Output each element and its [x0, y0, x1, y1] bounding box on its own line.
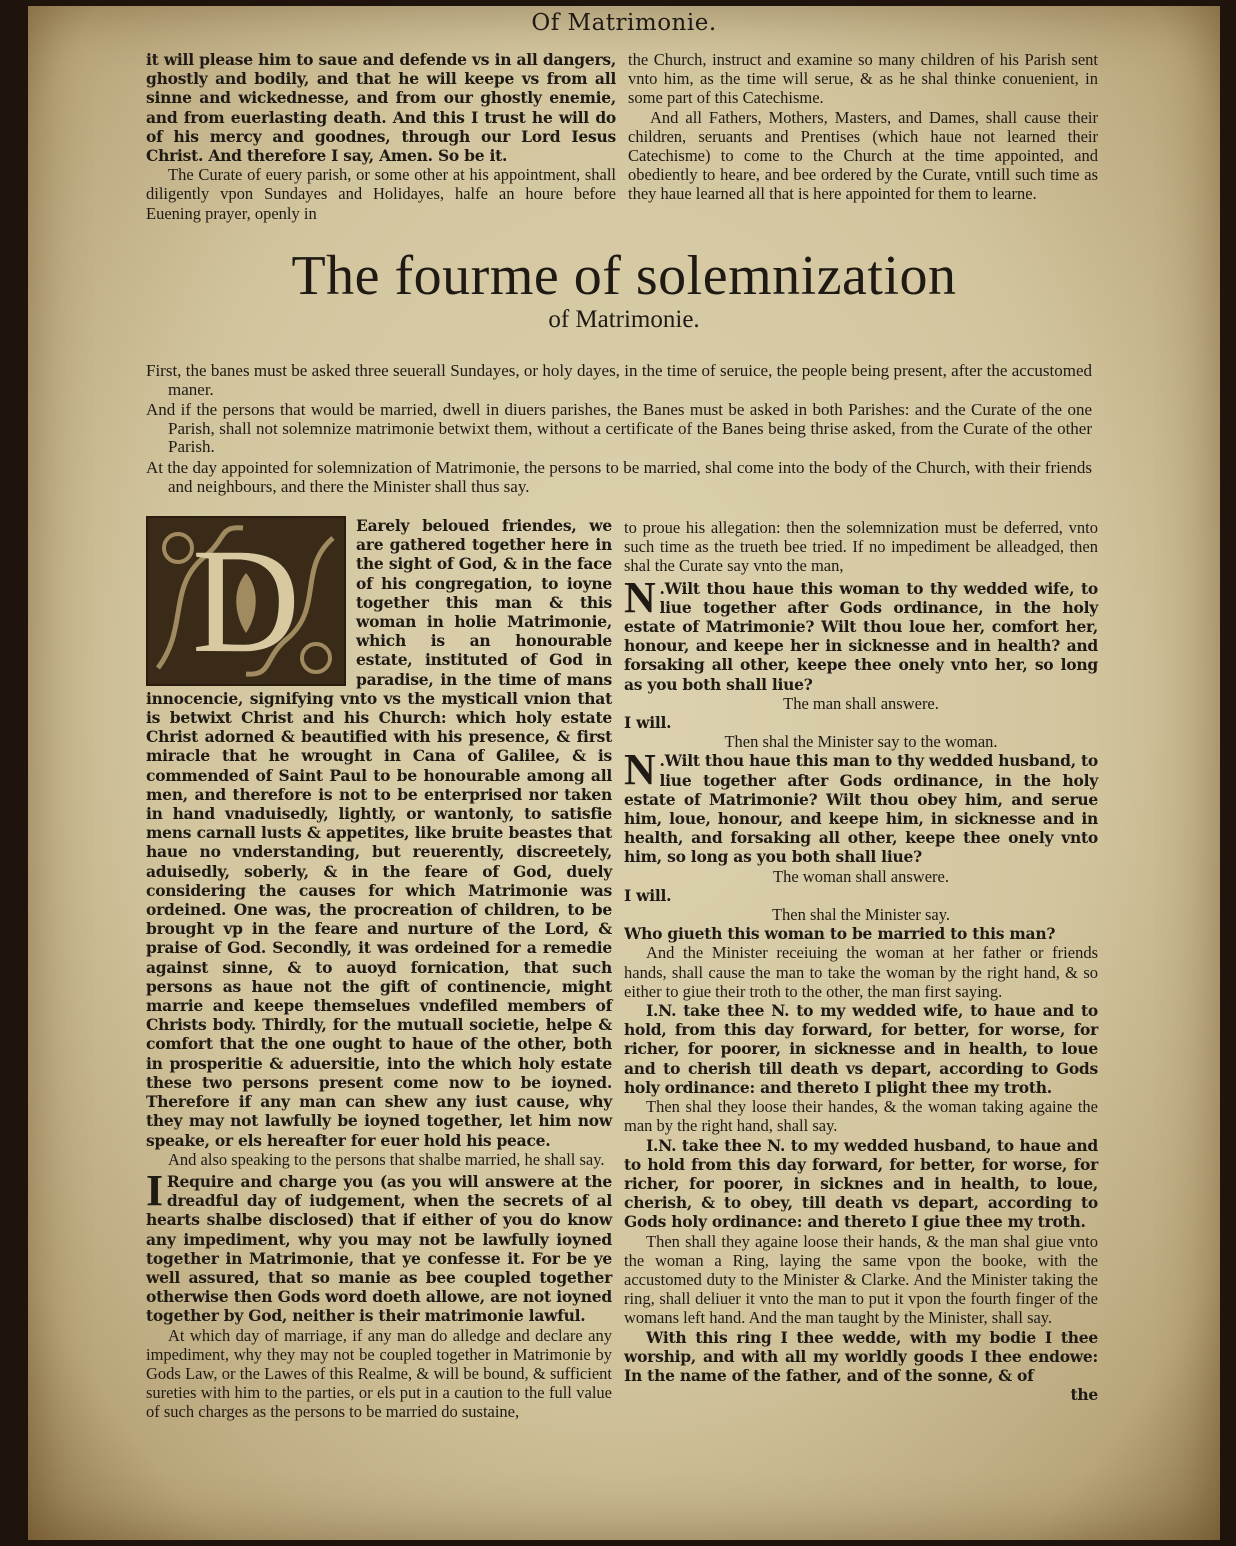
question-to-woman-text: .Wilt thou haue this man to thy wedded husband, to liue together after Gods ordinance, in the holy estate of Matrimonie? Wilt thou obey him, and serue him, loue, honour, and keepe him, in sicknesse and in health, and forsaking all other, keepe thee onely vnto him, so long as you both shall liue?	[624, 751, 1098, 867]
charge-text: Require and charge you (as you will answere at the dreadful day of iudgement, when the secrets of al hearts shalbe disclosed) that if either of you do know any impediment, why you may not be lawfully ioyned together in Matrimonie, that ye confesse it. For be ye well assured, that so manie as bee coupled together otherwise then Gods word doeth allowe, are not ioyned together by God, neither is their matrimonie lawful.	[146, 1171, 612, 1326]
charge-initial: I	[146, 1165, 163, 1215]
catechism-rubric: The Curate of euery parish, or some other at his appointment, shall diligently vpon Sundayes and Holidayes, halfe an houre before Euening prayer, openly in	[146, 165, 616, 223]
decorated-initial	[146, 516, 346, 686]
catechism-closing-text: it will please him to saue and defende vs in all dangers, ghostly and bodily, and that he will keepe vs from all sinne and wickednesse, and from our ghostly enemie, and from euerlasting death. And this I trust he will do of his mercy and goodnes, through our Lord Iesus Christ. And therefore I say, Amen. So be it.	[146, 50, 616, 166]
woman-answer: I will.	[624, 885, 672, 905]
rubric-diuers-parishes: And if the persons that would be married, dwell in diuers parishes, the Banes must be asked in both Parishes: and the Curate of the one Parish, shall not solemnize matrimonie betwixt them, without a certificate of the Banes being thrise asked, from the Curate of the other Parish.	[146, 400, 1092, 457]
drop-cap-letter: D	[191, 518, 301, 684]
rubric-ring: Then shall they againe loose their hands, & the man shal giue vnto the woman a Ring, laying the same vpon the booke, with the accustomed duty to the Minister & Clarke. And the Minister taking the ring, shall deliuer it vnto the man to put it vpon the fourth finger of the womans left hand. And the man taught by the Minister, shall say.	[624, 1231, 1098, 1328]
charge-paragraph	[146, 1165, 612, 1326]
section-title: The fourme of solemnization	[291, 245, 957, 307]
running-head: Of Matrimonie.	[531, 10, 717, 36]
rubric-speaking-to-persons: And also speaking to the persons that shalbe married, he shall say.	[168, 1149, 605, 1169]
lower-left-column	[146, 516, 612, 1422]
exhortation-text: Earely beloued friendes, we are gathered together here in the sight of God, & in the face of his congregation, to ioyne together this man & this woman in holie Matrimonie, which is an honourable estate, instituted of God in paradise, in the time of mans innocencie, signifying vnto vs the mysticall vnion that is betwixt Christ and his Church: which holy estate Christ adorned & beautified with his presence, & first miracle that he wrought in Cana of Galilee, & is commended of Saint Paul to be honourable among all men, and therefore is not to be enterprised nor taken in hand vnaduisedly, lightly, or wantonly, to satisfie mens carnall lusts & appetites, like bruite beastes that haue no vnderstanding, but reuerently, discreetely, aduisedly, soberly, & in the feare of God, duely considering the causes for which Matrimonie was ordeined. One was, the procreation of children, to be brought vp in the feare and nurture of the Lord, & praise of God. Secondly, it was ordeined for a remedie against sinne, & to auoyd fornication, that such persons as haue not the gift of continencie, might marrie and keepe themselues vndefiled members of Christs body. Thirdly, for the mutuall societie, helpe & comfort that the one ought to haue of the other, both in prosperitie & aduersitie, into the which holy estate these two persons present come now to be ioyned. Therefore if any man can shew any iust cause, why they may not lawfully be ioyned together, let him now speake, or els hereafter for euer hold his peace.	[146, 516, 612, 1150]
question-to-man	[624, 572, 1098, 694]
decorated-initial-frame	[146, 516, 346, 686]
man-vow: I.N. take thee N. to my wedded wife, to haue and to hold, from this day forward, for better, for worse, for richer, for poorer, in sicknesse and in health, to loue and to cherish till death vs depart, according to Gods holy ordinance: and thereto I plight thee my troth.	[624, 1001, 1098, 1097]
question-to-woman-initial: N	[624, 745, 656, 795]
rubric-loose-hands: Then shal they loose their handes, & the woman taking againe the man by the right hand, shall say.	[624, 1097, 1098, 1136]
rubric-impediment: At which day of marriage, if any man do alledge and declare any impediment, why they may not be coupled together in Matrimonie by Gods Law, or the Lawes of this Realme, & will be bound, & sufficient sureties with him to the parties, or els put in a caution to the full value of such charges as the persons to be married do sustaine,	[146, 1325, 612, 1422]
rubric-minister-say: Then shal the Minister say.	[771, 905, 951, 925]
section-subtitle: of Matrimonie.	[548, 306, 700, 333]
rubric-to-woman: Then shal the Minister say to the woman.	[724, 732, 998, 752]
question-to-woman	[624, 745, 1098, 867]
top-right-column	[628, 50, 1098, 204]
book-page	[28, 6, 1220, 1540]
rubric-proue-allegation: to proue his allegation: then the solemnization must be deferred, vnto such time as the trueth bee tried. If no impediment be alleadged, then shal the Curate say vnto the man,	[624, 518, 1098, 576]
catechism-rubric-parents: And all Fathers, Mothers, Masters, and Dames, shall cause their children, seruants and Prentises (which haue not learned their Catechisme) to come to the Church at the time appointed, and obediently to heare, and bee ordered by the Curate, vntill such time as they haue learned all that is here appointed for them to learne.	[628, 107, 1098, 204]
man-answer: I will.	[624, 713, 672, 733]
catchword: the	[1070, 1385, 1098, 1405]
ring-words: With this ring I thee wedde, with my bodie I thee worship, and with all my worldly goods I thee endowe: In the name of the father, and of the sonne, & of	[624, 1327, 1098, 1385]
question-to-man-text: .Wilt thou haue this woman to thy wedded wife, to liue together after Gods ordinance, in the holy estate of Matrimonie? Wilt thou loue her, comfort her, honour, and keepe her in sicknesse and in health? and forsaking all other, keepe thee onely vnto her, so long as you both shall liue?	[624, 578, 1098, 694]
lower-right-column	[624, 518, 1098, 1404]
catechism-rubric-continued: the Church, instruct and examine so many children of his Parish sent vnto him, as the time will serue, & as he shal thinke conuenient, in some part of this Catechisme.	[628, 50, 1098, 108]
rubric-man-answere: The man shall answere.	[783, 693, 939, 713]
giuer-question: Who giueth this woman to be married to this man?	[624, 924, 1056, 944]
rubric-banes: First, the banes must be asked three seuerall Sundayes, or holy dayes, in the time of seruice, the people being present, after the accustomed maner.	[146, 361, 1092, 399]
question-to-man-initial: N	[624, 572, 656, 622]
rubric-right-hand: And the Minister receiuing the woman at her father or friends hands, shall cause the man to take the woman by the right hand, & so either to giue their troth to the other, the man first saying.	[624, 943, 1098, 1001]
rubric-day-appointed: At the day appointed for solemnization of Matrimonie, the persons to be married, shal come into the body of the Church, with their friends and neighbours, and there the Minister shall thus say.	[146, 458, 1092, 496]
top-left-column	[146, 50, 616, 223]
rubric-woman-answere: The woman shall answere.	[773, 866, 949, 886]
woman-vow: I.N. take thee N. to my wedded husband, to haue and to hold from this day forward, for better, for worse, for richer, for poorer, in sicknes and in health, to loue, cherish, & to obey, till death vs depart, according to Gods holy ordinance: and thereto I giue thee my troth.	[624, 1135, 1098, 1232]
